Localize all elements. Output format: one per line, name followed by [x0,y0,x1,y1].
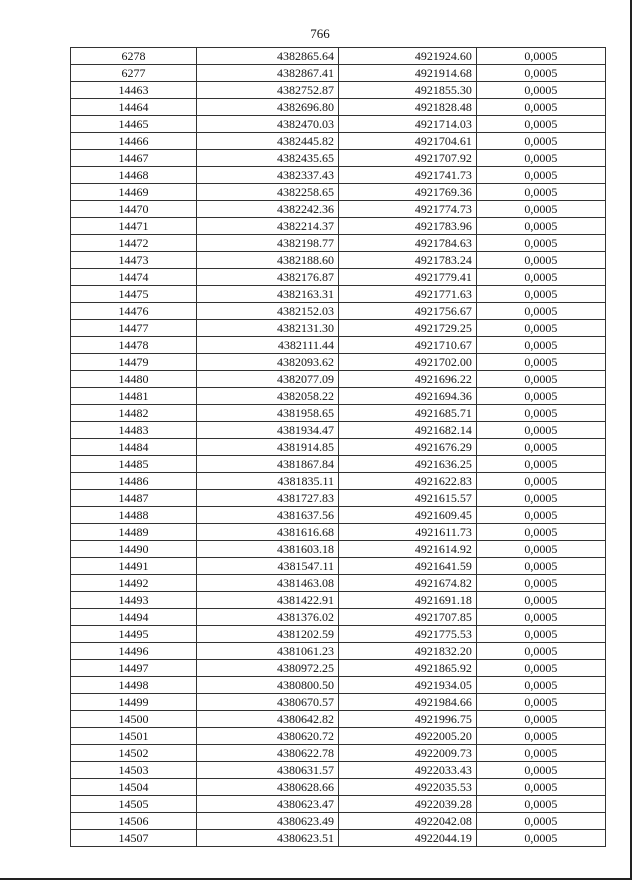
table-row [71,779,606,796]
accuracy-cell: 0,0005 [476,728,605,745]
y-coordinate-cell: 4921611.73 [339,524,477,541]
x-coordinate-cell: 4381727.83 [196,490,338,507]
table-row [71,82,606,99]
y-coordinate-cell: 4921771.63 [339,286,477,303]
accuracy-cell: 0,0005 [476,575,605,592]
x-coordinate-cell: 4381616.68 [196,524,338,541]
point-number-cell: 6278 [71,48,197,65]
accuracy-cell: 0,0005 [476,269,605,286]
x-coordinate-cell: 4382696.80 [196,99,338,116]
point-number-cell: 14465 [71,116,197,133]
point-number-cell: 14469 [71,184,197,201]
table-row [71,320,606,337]
x-coordinate-cell: 4381934.47 [196,422,338,439]
accuracy-cell: 0,0005 [476,490,605,507]
point-number-cell: 14494 [71,609,197,626]
table-row [71,133,606,150]
table-row [71,337,606,354]
table-row [71,813,606,830]
y-coordinate-cell: 4921784.63 [339,235,477,252]
point-number-cell: 14485 [71,456,197,473]
point-number-cell: 14483 [71,422,197,439]
table-row [71,184,606,201]
table-row [71,167,606,184]
x-coordinate-cell: 4381422.91 [196,592,338,609]
point-number-cell: 14478 [71,337,197,354]
accuracy-cell: 0,0005 [476,201,605,218]
table-row [71,677,606,694]
accuracy-cell: 0,0005 [476,660,605,677]
y-coordinate-cell: 4921783.96 [339,218,477,235]
x-coordinate-cell: 4381376.02 [196,609,338,626]
x-coordinate-cell: 4380620.72 [196,728,338,745]
x-coordinate-cell: 4382198.77 [196,235,338,252]
x-coordinate-cell: 4381867.84 [196,456,338,473]
x-coordinate-cell: 4382242.36 [196,201,338,218]
table-row [71,201,606,218]
x-coordinate-cell: 4380628.66 [196,779,338,796]
accuracy-cell: 0,0005 [476,541,605,558]
point-number-cell: 6277 [71,65,197,82]
table-row [71,286,606,303]
x-coordinate-cell: 4382865.64 [196,48,338,65]
y-coordinate-cell: 4921779.41 [339,269,477,286]
table-row [71,354,606,371]
accuracy-cell: 0,0005 [476,558,605,575]
table-row [71,728,606,745]
point-number-cell: 14474 [71,269,197,286]
table-row [71,507,606,524]
table-row [71,745,606,762]
y-coordinate-cell: 4921783.24 [339,252,477,269]
x-coordinate-cell: 4381202.59 [196,626,338,643]
y-coordinate-cell: 4921641.59 [339,558,477,575]
accuracy-cell: 0,0005 [476,82,605,99]
accuracy-cell: 0,0005 [476,116,605,133]
y-coordinate-cell: 4921769.36 [339,184,477,201]
accuracy-cell: 0,0005 [476,422,605,439]
table-row [71,609,606,626]
table-row [71,65,606,82]
point-number-cell: 14498 [71,677,197,694]
point-number-cell: 14486 [71,473,197,490]
table-row [71,711,606,728]
y-coordinate-cell: 4921694.36 [339,388,477,405]
accuracy-cell: 0,0005 [476,694,605,711]
point-number-cell: 14471 [71,218,197,235]
y-coordinate-cell: 4921996.75 [339,711,477,728]
x-coordinate-cell: 4382337.43 [196,167,338,184]
point-number-cell: 14501 [71,728,197,745]
accuracy-cell: 0,0005 [476,762,605,779]
x-coordinate-cell: 4382258.65 [196,184,338,201]
y-coordinate-cell: 4921774.73 [339,201,477,218]
x-coordinate-cell: 4382152.03 [196,303,338,320]
y-coordinate-cell: 4921614.92 [339,541,477,558]
table-row [71,643,606,660]
accuracy-cell: 0,0005 [476,303,605,320]
y-coordinate-cell: 4921924.60 [339,48,477,65]
y-coordinate-cell: 4921691.18 [339,592,477,609]
table-row [71,99,606,116]
point-number-cell: 14505 [71,796,197,813]
y-coordinate-cell: 4921729.25 [339,320,477,337]
table-row [71,252,606,269]
table-row [71,303,606,320]
y-coordinate-cell: 4921704.61 [339,133,477,150]
x-coordinate-cell: 4382214.37 [196,218,338,235]
point-number-cell: 14481 [71,388,197,405]
accuracy-cell: 0,0005 [476,439,605,456]
page-number: 766 [310,26,330,41]
x-coordinate-cell: 4382077.09 [196,371,338,388]
x-coordinate-cell: 4381463.08 [196,575,338,592]
x-coordinate-cell: 4382867.41 [196,65,338,82]
accuracy-cell: 0,0005 [476,337,605,354]
accuracy-cell: 0,0005 [476,48,605,65]
y-coordinate-cell: 4922042.08 [339,813,477,830]
y-coordinate-cell: 4921714.03 [339,116,477,133]
y-coordinate-cell: 4922009.73 [339,745,477,762]
accuracy-cell: 0,0005 [476,592,605,609]
x-coordinate-cell: 4381547.11 [196,558,338,575]
x-coordinate-cell: 4380623.49 [196,813,338,830]
x-coordinate-cell: 4382752.87 [196,82,338,99]
accuracy-cell: 0,0005 [476,65,605,82]
x-coordinate-cell: 4382111.44 [196,337,338,354]
x-coordinate-cell: 4380972.25 [196,660,338,677]
y-coordinate-cell: 4921914.68 [339,65,477,82]
accuracy-cell: 0,0005 [476,252,605,269]
y-coordinate-cell: 4921741.73 [339,167,477,184]
table-row [71,490,606,507]
accuracy-cell: 0,0005 [476,133,605,150]
x-coordinate-cell: 4382176.87 [196,269,338,286]
y-coordinate-cell: 4921636.25 [339,456,477,473]
y-coordinate-cell: 4921832.20 [339,643,477,660]
y-coordinate-cell: 4922035.53 [339,779,477,796]
point-number-cell: 14463 [71,82,197,99]
y-coordinate-cell: 4921685.71 [339,405,477,422]
accuracy-cell: 0,0005 [476,796,605,813]
y-coordinate-cell: 4921622.83 [339,473,477,490]
y-coordinate-cell: 4921865.92 [339,660,477,677]
point-number-cell: 14482 [71,405,197,422]
x-coordinate-cell: 4382435.65 [196,150,338,167]
point-number-cell: 14493 [71,592,197,609]
x-coordinate-cell: 4382188.60 [196,252,338,269]
coordinates-table [70,47,606,847]
x-coordinate-cell: 4380623.47 [196,796,338,813]
accuracy-cell: 0,0005 [476,184,605,201]
x-coordinate-cell: 4381603.18 [196,541,338,558]
table-row [71,524,606,541]
coordinates-table-body [71,48,606,847]
accuracy-cell: 0,0005 [476,507,605,524]
x-coordinate-cell: 4380800.50 [196,677,338,694]
point-number-cell: 14468 [71,167,197,184]
table-row [71,405,606,422]
y-coordinate-cell: 4921828.48 [339,99,477,116]
table-row [71,762,606,779]
point-number-cell: 14489 [71,524,197,541]
point-number-cell: 14507 [71,830,197,847]
table-row [71,371,606,388]
point-number-cell: 14504 [71,779,197,796]
table-row [71,575,606,592]
y-coordinate-cell: 4921674.82 [339,575,477,592]
point-number-cell: 14496 [71,643,197,660]
table-row [71,626,606,643]
y-coordinate-cell: 4921676.29 [339,439,477,456]
x-coordinate-cell: 4380670.57 [196,694,338,711]
accuracy-cell: 0,0005 [476,167,605,184]
y-coordinate-cell: 4922005.20 [339,728,477,745]
table-row [71,388,606,405]
accuracy-cell: 0,0005 [476,779,605,796]
x-coordinate-cell: 4382131.30 [196,320,338,337]
y-coordinate-cell: 4922039.28 [339,796,477,813]
accuracy-cell: 0,0005 [476,371,605,388]
x-coordinate-cell: 4382058.22 [196,388,338,405]
x-coordinate-cell: 4381637.56 [196,507,338,524]
accuracy-cell: 0,0005 [476,609,605,626]
table-row [71,830,606,847]
point-number-cell: 14490 [71,541,197,558]
x-coordinate-cell: 4382445.82 [196,133,338,150]
x-coordinate-cell: 4381958.65 [196,405,338,422]
table-row [71,235,606,252]
accuracy-cell: 0,0005 [476,456,605,473]
point-number-cell: 14502 [71,745,197,762]
x-coordinate-cell: 4380631.57 [196,762,338,779]
accuracy-cell: 0,0005 [476,813,605,830]
point-number-cell: 14488 [71,507,197,524]
x-coordinate-cell: 4382163.31 [196,286,338,303]
point-number-cell: 14500 [71,711,197,728]
accuracy-cell: 0,0005 [476,745,605,762]
accuracy-cell: 0,0005 [476,524,605,541]
point-number-cell: 14472 [71,235,197,252]
y-coordinate-cell: 4921934.05 [339,677,477,694]
accuracy-cell: 0,0005 [476,99,605,116]
point-number-cell: 14470 [71,201,197,218]
point-number-cell: 14477 [71,320,197,337]
accuracy-cell: 0,0005 [476,677,605,694]
y-coordinate-cell: 4921984.66 [339,694,477,711]
accuracy-cell: 0,0005 [476,286,605,303]
table-row [71,473,606,490]
y-coordinate-cell: 4921707.92 [339,150,477,167]
accuracy-cell: 0,0005 [476,473,605,490]
point-number-cell: 14503 [71,762,197,779]
point-number-cell: 14473 [71,252,197,269]
table-row [71,439,606,456]
point-number-cell: 14497 [71,660,197,677]
point-number-cell: 14495 [71,626,197,643]
x-coordinate-cell: 4381835.11 [196,473,338,490]
y-coordinate-cell: 4921707.85 [339,609,477,626]
accuracy-cell: 0,0005 [476,320,605,337]
table-row [71,796,606,813]
y-coordinate-cell: 4921702.00 [339,354,477,371]
point-number-cell: 14484 [71,439,197,456]
x-coordinate-cell: 4380623.51 [196,830,338,847]
x-coordinate-cell: 4380642.82 [196,711,338,728]
table-row [71,116,606,133]
x-coordinate-cell: 4381914.85 [196,439,338,456]
table-row [71,269,606,286]
y-coordinate-cell: 4921615.57 [339,490,477,507]
point-number-cell: 14476 [71,303,197,320]
table-row [71,592,606,609]
accuracy-cell: 0,0005 [476,235,605,252]
x-coordinate-cell: 4381061.23 [196,643,338,660]
y-coordinate-cell: 4921855.30 [339,82,477,99]
accuracy-cell: 0,0005 [476,711,605,728]
point-number-cell: 14480 [71,371,197,388]
accuracy-cell: 0,0005 [476,405,605,422]
y-coordinate-cell: 4922033.43 [339,762,477,779]
table-row [71,694,606,711]
y-coordinate-cell: 4921756.67 [339,303,477,320]
x-coordinate-cell: 4382470.03 [196,116,338,133]
point-number-cell: 14464 [71,99,197,116]
point-number-cell: 14492 [71,575,197,592]
accuracy-cell: 0,0005 [476,218,605,235]
table-row [71,541,606,558]
accuracy-cell: 0,0005 [476,388,605,405]
point-number-cell: 14466 [71,133,197,150]
table-row [71,48,606,65]
table-row [71,456,606,473]
point-number-cell: 14506 [71,813,197,830]
y-coordinate-cell: 4921775.53 [339,626,477,643]
table-row [71,660,606,677]
point-number-cell: 14475 [71,286,197,303]
accuracy-cell: 0,0005 [476,643,605,660]
table-row [71,150,606,167]
y-coordinate-cell: 4921609.45 [339,507,477,524]
accuracy-cell: 0,0005 [476,626,605,643]
point-number-cell: 14487 [71,490,197,507]
table-row [71,218,606,235]
accuracy-cell: 0,0005 [476,150,605,167]
y-coordinate-cell: 4921696.22 [339,371,477,388]
point-number-cell: 14499 [71,694,197,711]
y-coordinate-cell: 4921682.14 [339,422,477,439]
table-row [71,558,606,575]
point-number-cell: 14467 [71,150,197,167]
y-coordinate-cell: 4922044.19 [339,830,477,847]
x-coordinate-cell: 4382093.62 [196,354,338,371]
point-number-cell: 14491 [71,558,197,575]
table-row [71,422,606,439]
x-coordinate-cell: 4380622.78 [196,745,338,762]
y-coordinate-cell: 4921710.67 [339,337,477,354]
point-number-cell: 14479 [71,354,197,371]
accuracy-cell: 0,0005 [476,830,605,847]
accuracy-cell: 0,0005 [476,354,605,371]
